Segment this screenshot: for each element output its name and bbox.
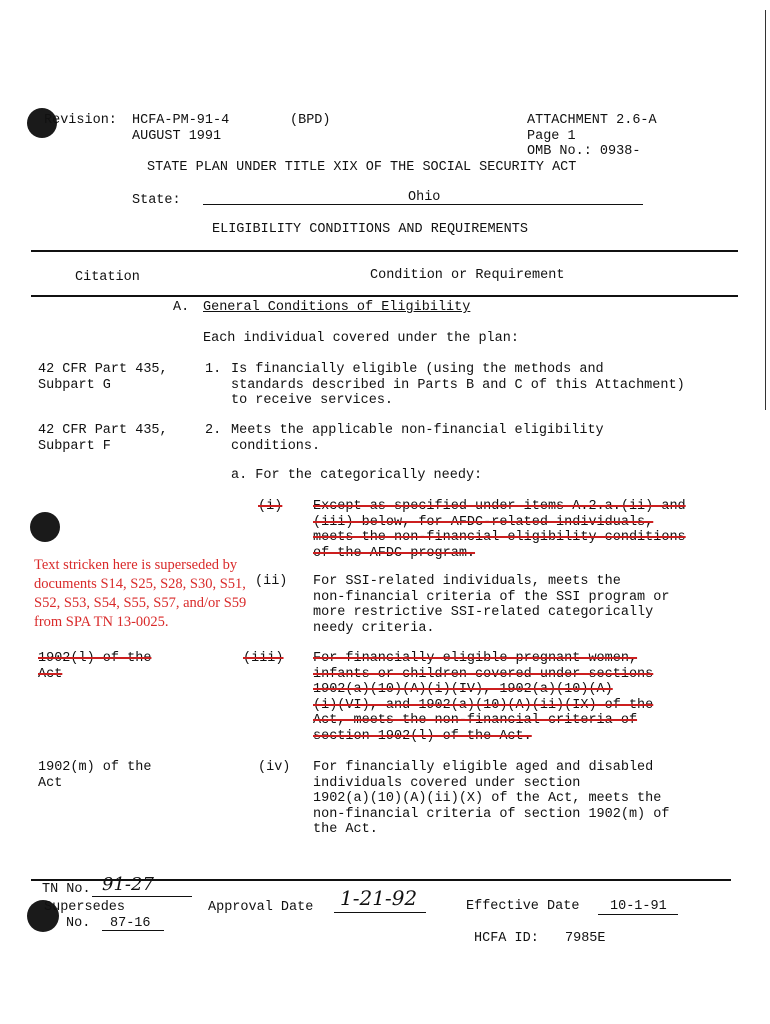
item1-number: 1. bbox=[205, 362, 222, 377]
sub-ii-text: For SSI-related individuals, meets the non-financial criteria of the SSI program or more restrictive SSI-related categorically needy criteria. bbox=[313, 574, 670, 636]
sub-iv-text: For financially eligible aged and disabled individuals covered under section 1902(a)(10)(A)(ii)(X) of the Act, meets the non-financial criteria of section 1902(m) of the Act. bbox=[313, 760, 670, 837]
item2-number: 2. bbox=[205, 423, 222, 438]
header-divider bbox=[31, 250, 738, 252]
item2a-heading: a. For the categorically needy: bbox=[231, 468, 483, 483]
revision-label: Revision: bbox=[44, 113, 117, 128]
revision-date: AUGUST 1991 bbox=[132, 129, 222, 144]
document-title: STATE PLAN UNDER TITLE XIX OF THE SOCIAL SECURITY ACT bbox=[147, 160, 577, 175]
sub-ii-number: (ii) bbox=[255, 574, 288, 589]
punch-hole-middle bbox=[30, 512, 60, 542]
superseded-annotation: Text stricken here is superseded by documents S14, S25, S28, S30, S51, S52, S53, S54, S55, S57, and/or S59 from SPA TN 13-0025. bbox=[34, 557, 247, 630]
sub-iii-number: (iii) bbox=[243, 651, 284, 666]
form-id: HCFA-PM-91-4 bbox=[132, 113, 230, 128]
page-number: Page 1 bbox=[527, 129, 576, 144]
effective-date-label: Effective Date bbox=[466, 899, 580, 914]
state-label: State: bbox=[132, 193, 181, 208]
supersedes-label: Supersedes bbox=[44, 900, 126, 915]
item2-text: Meets the applicable non-financial eligibility conditions. bbox=[231, 423, 604, 454]
citation-column-header: Citation bbox=[75, 270, 140, 285]
sub-iv-citation: 1902(m) of the Act bbox=[38, 760, 152, 791]
sub-iv-number: (iv) bbox=[258, 760, 291, 775]
supersedes-no-label: No. bbox=[66, 916, 91, 931]
item2-citation: 42 CFR Part 435, Subpart F bbox=[38, 423, 168, 454]
item1-citation: 42 CFR Part 435, Subpart G bbox=[38, 362, 168, 393]
omb-number: OMB No.: 0938- bbox=[527, 144, 641, 159]
condition-column-header: Condition or Requirement bbox=[370, 268, 565, 283]
section-a-prefix: A. bbox=[173, 300, 190, 315]
effective-date-value: 10-1-91 bbox=[610, 899, 667, 914]
bureau-code: (BPD) bbox=[290, 113, 331, 128]
section-title: ELIGIBILITY CONDITIONS AND REQUIREMENTS bbox=[212, 222, 528, 237]
sub-iii-text: For financially eligible pregnant women, infants or children covered under sections 1902(a)(10)(A)(i)(IV), 1902(a)(10)(A) (i)(VI), and 1902(a)(10)(A)(ii)(IX) of the Act, meets the non-financial criteria of section 1902(l) of the Act. bbox=[313, 651, 654, 744]
section-a-intro: Each individual covered under the plan: bbox=[203, 331, 519, 346]
tn-label: TN No. bbox=[42, 882, 91, 897]
hcfa-id-value: 7985E bbox=[565, 931, 606, 946]
sub-iii-citation: 1902(l) of the Act bbox=[38, 651, 152, 682]
sub-i-text: Except as specified under items A.2.a.(ii) and (iii) below, for AFDC-related individuals, meets the non-financial eligibility conditions of the AFDC program. bbox=[313, 499, 686, 561]
sub-i-number: (i) bbox=[258, 499, 283, 514]
attachment-number: ATTACHMENT 2.6-A bbox=[527, 113, 657, 128]
scan-edge-line bbox=[765, 10, 766, 410]
approval-date-label: Approval Date bbox=[208, 900, 314, 915]
hcfa-id-label: HCFA ID: bbox=[474, 931, 539, 946]
state-value: Ohio bbox=[408, 190, 441, 205]
tn-value: 91-27 bbox=[102, 874, 154, 895]
section-a-heading: General Conditions of Eligibility bbox=[203, 300, 471, 315]
supersedes-value: 87-16 bbox=[110, 916, 151, 931]
approval-date-value: 1-21-92 bbox=[340, 886, 418, 910]
column-header-divider bbox=[31, 295, 738, 297]
item1-text: Is financially eligible (using the methods and standards described in Parts B and C of this Attachment) to receive services. bbox=[231, 362, 685, 408]
